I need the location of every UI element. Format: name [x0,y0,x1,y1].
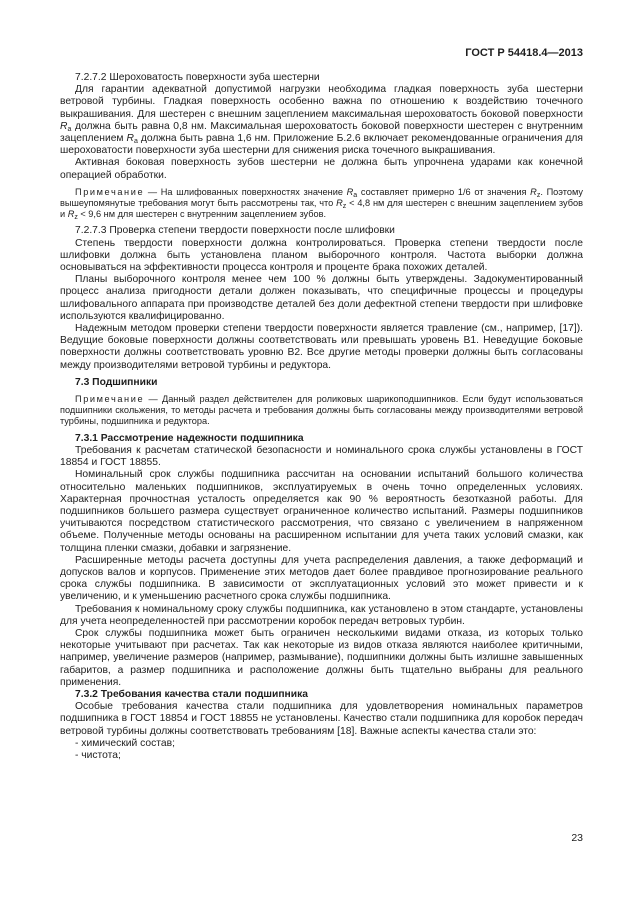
paragraph: Расширенные методы расчета доступны для учета распределения давления, а также деформаций и допусков валов и корпусов. Применение этих методов дает более правдивое прогнозирование реального срока службы подшипника. В зависимости от эксплуатационных условий это может привести и к увеличению, и к уменьшению расчетного срока службы подшипника. [60,554,583,603]
section-title-7-2-7-3: 7.2.7.3 Проверка степени твердости поверхности после шлифовки [75,225,395,237]
page-number: 23 [571,832,583,844]
paragraph: Особые требования качества стали подшипника для удовлетворения номинальных параметров подшипника в ГОСТ 18854 и ГОСТ 18855 не установлены. Качество стали подшипника для коробок передач ветровой турбины должны соответствовать требованиям [18]. Важные аспекты качества стали это: [60,701,583,737]
section-title-7-2-7-2: 7.2.7.2 Шероховатость поверхности зуба шестерни [75,72,320,83]
paragraph: Требования к номинальному сроку службы подшипника, как установлено в этом стандарте, установлены для учета неопределенностей при рассмотрении коробок передач ветровых турбин. [60,603,583,627]
note: Примечание — На шлифованных поверхностях значение $R_a$ составляет примерно 1/6 от значения $R_z$. Поэтому вышеупомянутые требования могут быть рассмотрены так, что $R_z < 4,8$ нм для шестерен с внешним зацеплением зубов и $R_z < 9,6$ нм для шестерен с внутренним зацеплением зубов. [60,186,583,222]
page-body [60,72,583,762]
list-item: - чистота; [75,749,121,761]
paragraph: Степень твердости поверхности должна контролироваться. Проверка степени твердости после шлифовки должна быть установлена планом выборочного контроля. Частота выборки должна основываться на эффективности процесса контроля и проценте брака похожих деталей. [60,237,583,274]
paragraph: Активная боковая поверхность зубов шестерни не должна быть упрочнена ударами как конечной операцией обработки. [60,157,583,181]
document-code: ГОСТ Р 54418.4—2013 [465,47,583,59]
paragraph: Надежным методом проверки степени твердости поверхности является травление (см., например, [17]). Ведущие боковые поверхности должны соответствовать или превышать уровень В1. Неведущие боковые поверхности должны соответствовать уровню В2. Все другие методы проверки должны быть согласованы между производителями ветровой турбины и редуктора. [60,323,583,371]
paragraph: Планы выборочного контроля менее чем 100 % должны быть утверждены. Задокументированный процесс анализа пригодности детали должен показывать, что специфичные процессы и процедуры шлифовального аппарата при производстве деталей без доли дефектной степени твердости при шлифовке используются квалифицированно. [60,274,583,322]
paragraph: Для гарантии адекватной допустимой нагрузки необходима гладкая поверхность зуба шестерни ветровой турбины. Гладкая поверхность особенно важна по отношению к воздействию точечного выкрашивания. Для шестерен с внешним зацеплением максимальная шероховатость боковой поверхности $R_a$ должна быть равна 0,8 нм. Максимальная шероховатость боковой поверхности шестерен с внутренним зацеплением $R_a$ должна быть равна 1,6 нм. Приложение Б.2.6 включает рекомендованные ограничения для шероховатости поверхности зуба шестерни для снижения риска точечного выкрашивания. [60,84,583,157]
note: Примечание — Данный раздел действителен для роликовых шарикоподшипников. Если будут использоваться подшипники скольжения, то методы расчета и требования должны быть согласованы между производителями ветровой турбины, подшипника и редуктора. [60,394,583,427]
list-item: - химический состав; [75,737,175,749]
paragraph: Номинальный срок службы подшипника рассчитан на основании испытаний большого количества относительно маленьких подшипников, эксплуатируемых в очень точно определенных условиях. Характерная прочностная усталость определяется как 90 % вероятность безотказной работы. Для подшипников большего размера существует ограниченное количество испытаний. Размеры подшипников учитываются посредством статистического рассмотрения, что связано с увеличением в напряженном объеме. Полученные методы основаны на расширенном испытании для учета таких условий смазки, как толщина пленки смазки, добавки и загрязнение. [60,469,583,554]
section-title-7-3-1: 7.3.1 Рассмотрение надежности подшипника [75,432,304,444]
paragraph: Требования к расчетам статической безопасности и номинального срока службы установлены в ГОСТ 18854 и ГОСТ 18855. [60,444,583,469]
section-title-7-3-2: 7.3.2 Требования качества стали подшипника [75,688,308,700]
paragraph: Срок службы подшипника может быть ограничен несколькими видами отказа, из которых только некоторые учитывают при расчетах. Так как некоторые из видов отказа являются наиболее критичными, например, увеличение размеров (например, размывание), подшипники должны быть излишне завышенных габаритов, а размер подшипника и расположение должны быть тщательно выбраны для реального применения. [60,627,583,688]
section-title-7-3: 7.3 Подшипники [75,376,158,388]
